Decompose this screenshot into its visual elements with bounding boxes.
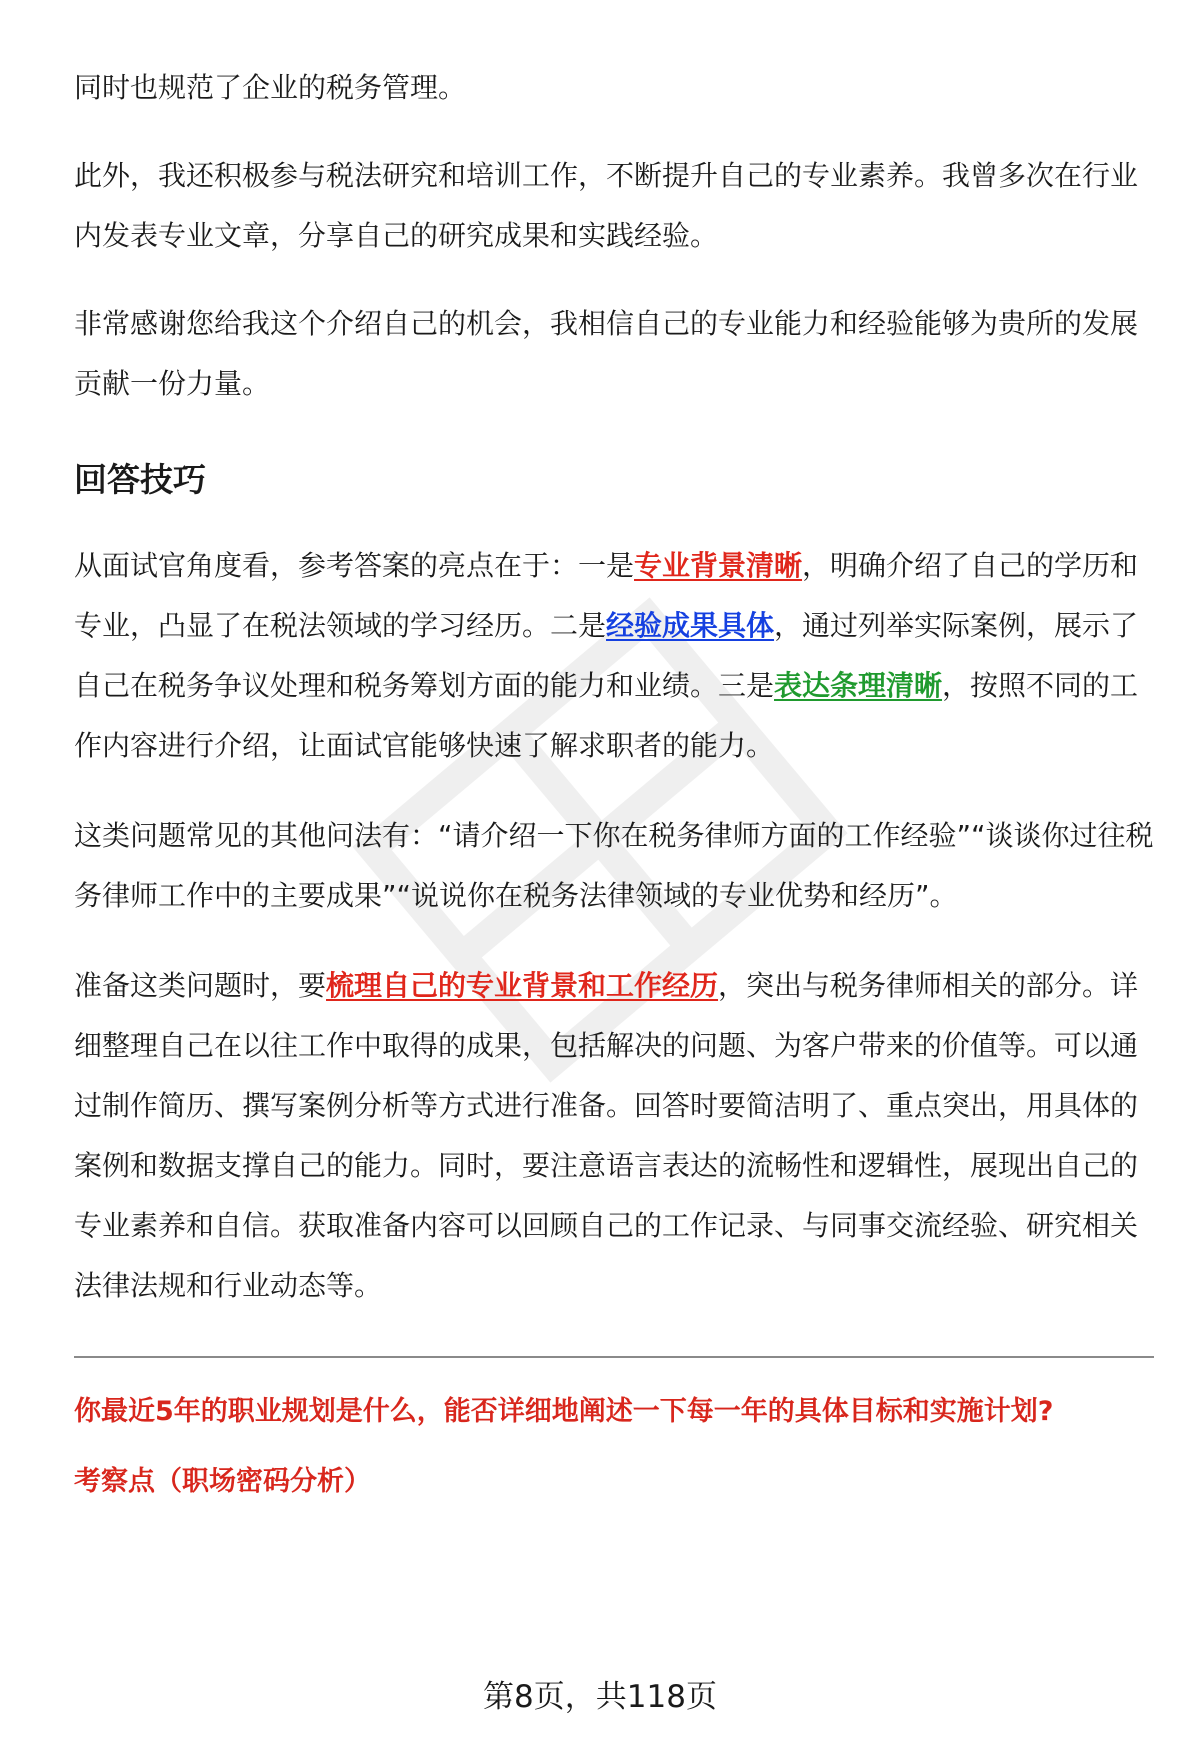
highlight-professional-background: 专业背景清晰 bbox=[634, 549, 803, 582]
paragraph-thanks: 非常感谢您给我这个介绍自己的机会，我相信自己的专业能力和经验能够为贵所的发展贡献一份力量。 bbox=[74, 307, 1139, 400]
tip3-text-b: ，突出与税务律师相关的部分。详细整理自己在以往工作中取得的成果，包括解决的问题、为客户带来的价值等。可以通过制作简历、撰写案例分析等方式进行准备。回答时要简洁明了、重点突出，用具体的案例和数据支撑自己的能力。同时，要注意语言表达的流畅性和逻辑性，展现出自己的专业素养和自信。获取准备内容可以回顾自己的工作记录、与同事交流经验、研究相关法律法规和行业动态等。 bbox=[74, 969, 1139, 1302]
tip-paragraph-highlights bbox=[74, 536, 1154, 776]
tip1-text-b: ，明确介绍了自己的学历和专业，凸显了在税法领域的学习经历。二是 bbox=[74, 549, 1139, 642]
next-question: 你最近5年的职业规划是什么，能否详细地阐述一下每一年的具体目标和实施计划? bbox=[74, 1396, 1054, 1427]
highlight-organize-background: 梳理自己的专业背景和工作经历 bbox=[326, 969, 719, 1002]
page-content bbox=[74, 58, 1154, 1502]
section-heading: 回答技巧 bbox=[74, 460, 206, 499]
tips-section bbox=[74, 536, 1154, 1316]
exam-point-label: 考察点（职场密码分析） bbox=[74, 1466, 371, 1497]
paragraph-intro-end: 同时也规范了企业的税务管理。 bbox=[74, 71, 467, 104]
section-divider bbox=[74, 1356, 1154, 1358]
tip1-text-c: ，通过列举实际案例，展示了自己在税务争议处理和税务筹划方面的能力和业绩。三是 bbox=[74, 609, 1139, 702]
tip1-text-d: ，按照不同的工作内容进行介绍，让面试官能够快速了解求职者的能力。 bbox=[74, 669, 1139, 762]
tip-paragraph-preparation bbox=[74, 956, 1154, 1316]
highlight-concrete-results: 经验成果具体 bbox=[606, 609, 775, 642]
paragraph-research: 此外，我还积极参与税法研究和培训工作，不断提升自己的专业素养。我曾多次在行业内发表专业文章，分享自己的研究成果和实践经验。 bbox=[74, 159, 1139, 252]
page-number: 第8页，共118页 bbox=[483, 1679, 717, 1715]
tip3-text-a: 准备这类问题时，要 bbox=[74, 969, 327, 1002]
highlight-clear-expression: 表达条理清晰 bbox=[774, 669, 943, 702]
tip1-text-a: 从面试官角度看，参考答案的亮点在于：一是 bbox=[74, 549, 635, 582]
tip-paragraph-alternatives: 这类问题常见的其他问法有：“请介绍一下你在税务律师方面的工作经验”“谈谈你过往税务律师工作中的主要成果”“说说你在税务法律领域的专业优势和经历”。 bbox=[74, 819, 1154, 912]
